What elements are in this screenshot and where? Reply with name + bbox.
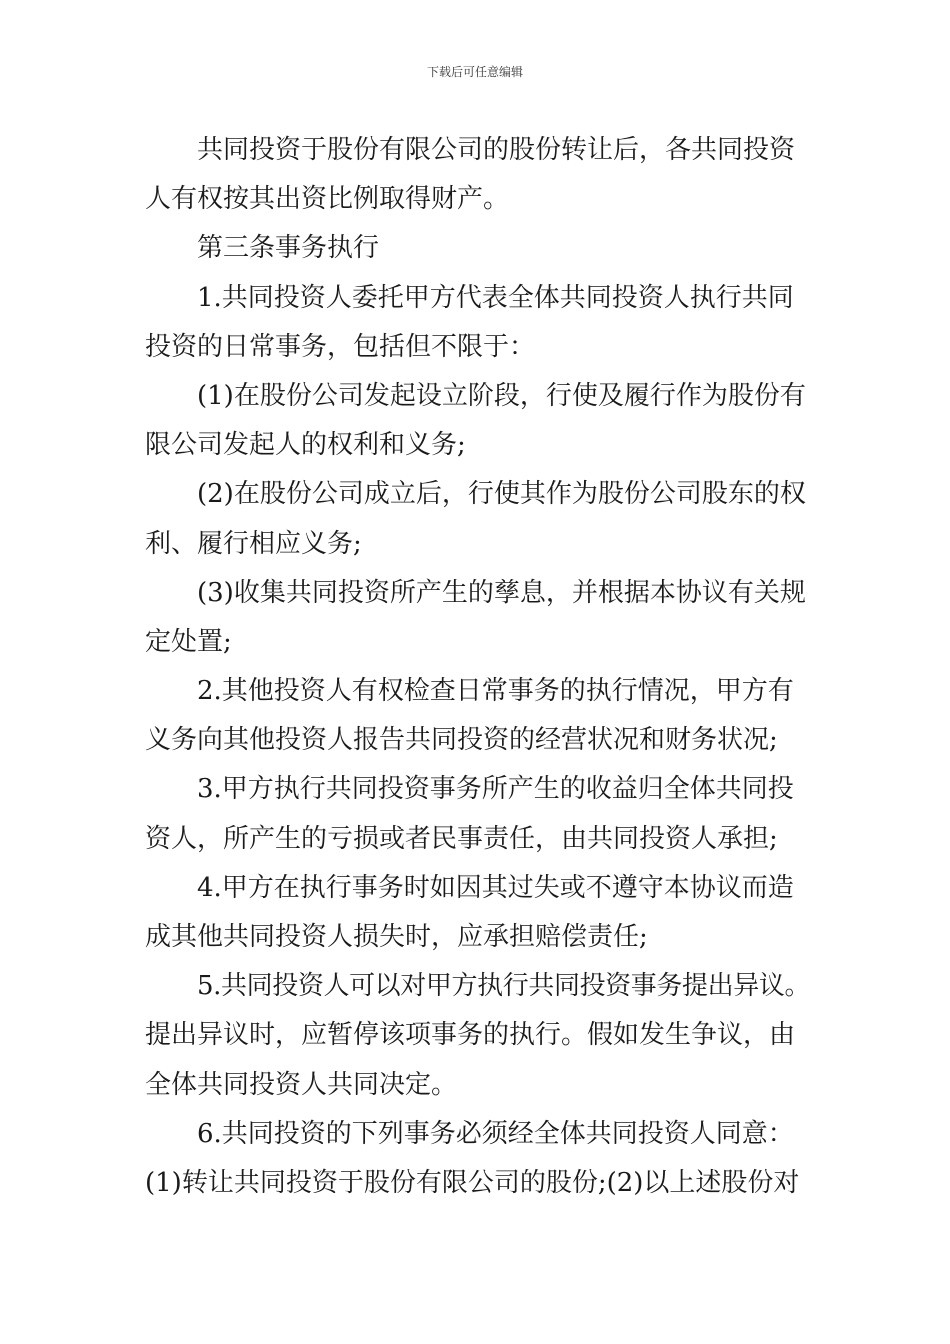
document-line: (2)在股份公司成立后，行使其作为股份公司股东的权 xyxy=(197,479,806,510)
document-line: 人有权按其出资比例取得财产。 xyxy=(145,184,510,215)
document-line: 5.共同投资人可以对甲方执行共同投资事务提出异议。 xyxy=(197,971,811,1002)
document-line: 3.甲方执行共同投资事务所产生的收益归全体共同投 xyxy=(197,774,794,805)
document-line: 2.其他投资人有权检查日常事务的执行情况，甲方有 xyxy=(197,676,794,707)
document-line: 第三条事务执行 xyxy=(197,233,380,264)
document-line: (1)在股份公司发起设立阶段，行使及履行作为股份有 xyxy=(197,380,806,411)
document-line: 6.共同投资的下列事务必须经全体共同投资人同意： xyxy=(197,1118,794,1149)
document-line: 投资的日常事务，包括但不限于： xyxy=(145,331,536,362)
document-line: 共同投资于股份有限公司的股份转让后，各共同投资 xyxy=(197,135,796,165)
document-line: 限公司发起人的权利和义务; xyxy=(145,430,466,461)
document-line: 资人，所产生的亏损或者民事责任，由共同投资人承担; xyxy=(145,823,778,854)
document-line: (1)转让共同投资于股份有限公司的股份;(2)以上述股份对 xyxy=(145,1167,800,1198)
document-line: 全体共同投资人共同决定。 xyxy=(145,1069,458,1100)
document-line: 1.共同投资人委托甲方代表全体共同投资人执行共同 xyxy=(197,282,794,313)
page-header-note: 下载后可任意编辑 xyxy=(426,65,523,79)
document-body xyxy=(145,126,810,1208)
document-line: 4.甲方在执行事务时如因其过失或不遵守本协议而造 xyxy=(197,872,794,903)
document-line: 利、履行相应义务; xyxy=(145,528,362,559)
document-line: 提出异议时，应暂停该项事务的执行。假如发生争议，由 xyxy=(145,1020,796,1051)
document-line: 定处置; xyxy=(145,626,232,657)
document-line: 义务向其他投资人报告共同投资的经营状况和财务状况; xyxy=(145,725,778,756)
document-line: 成其他共同投资人损失时，应承担赔偿责任; xyxy=(145,922,648,952)
document-line: (3)收集共同投资所产生的孳息，并根据本协议有关规 xyxy=(197,577,806,608)
